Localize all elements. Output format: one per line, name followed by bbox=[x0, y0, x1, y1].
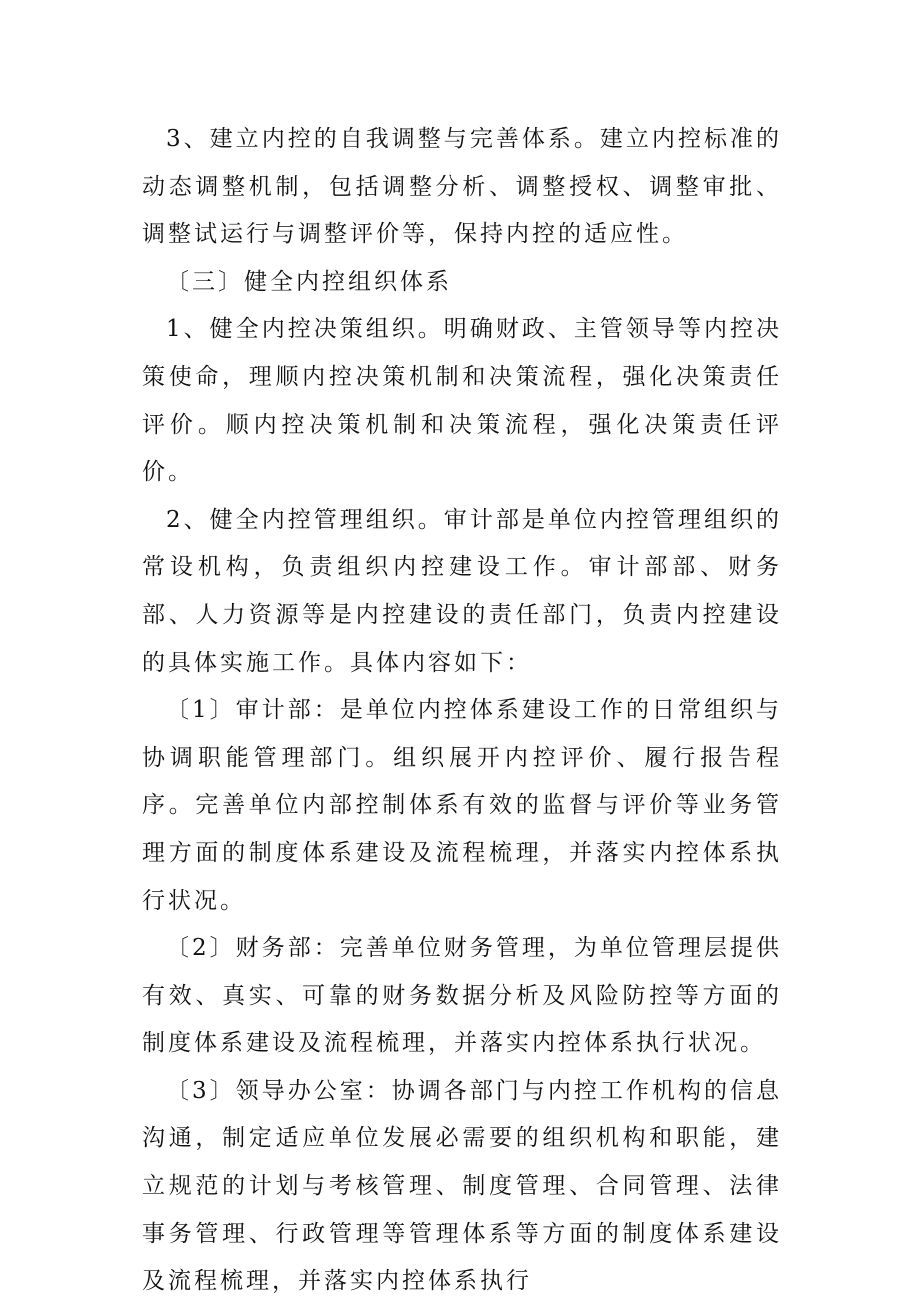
paragraph-audit-department: 〔1〕审计部：是单位内控体系建设工作的日常组织与协调职能管理部门。组织展开内控评价、履行报告程序。完善单位内部控制体系有效的监督与评价等业务管理方面的制度体系建设及流程梳理，并落实内控体系执行状况。 bbox=[142, 697, 782, 914]
paragraph-management-organization: 2、健全内控管理组织。审计部是单位内控管理组织的常设机构，负责组织内控建设工作。审计部部、财务部、人力资源等是内控建设的责任部门，负责内控建设的具体实施工作。具体内容如下： bbox=[142, 506, 782, 676]
section-heading-organization: 〔三〕健全内控组织体系 bbox=[166, 268, 452, 295]
document-body bbox=[142, 116, 782, 1306]
paragraph-decision-organization: 1、健全内控决策组织。明确财政、主管领导等内控决策使命，理顺内控决策机制和决策流程，强化决策责任评价。顺内控决策机制和决策流程，强化决策责任评价。 bbox=[142, 316, 782, 486]
paragraph-finance-department: 〔2〕财务部：完善单位财务管理，为单位管理层提供有效、真实、可靠的财务数据分析及风险防控等方面的制度体系建设及流程梳理，并落实内控体系执行状况。 bbox=[142, 935, 782, 1057]
paragraph-leadership-office: 〔3〕领导办公室：协调各部门与内控工作机构的信息沟通，制定适应单位发展必需要的组织机构和职能，建立规范的计划与考核管理、制度管理、合同管理、法律事务管理、行政管理等管理体系等方面的制度体系建设及流程梳理，并落实内控体系执行 bbox=[142, 1077, 782, 1295]
paragraph-adjustment-system: 3、建立内控的自我调整与完善体系。建立内控标准的动态调整机制，包括调整分析、调整授权、调整审批、调整试运行与调整评价等，保持内控的适应性。 bbox=[142, 126, 782, 248]
